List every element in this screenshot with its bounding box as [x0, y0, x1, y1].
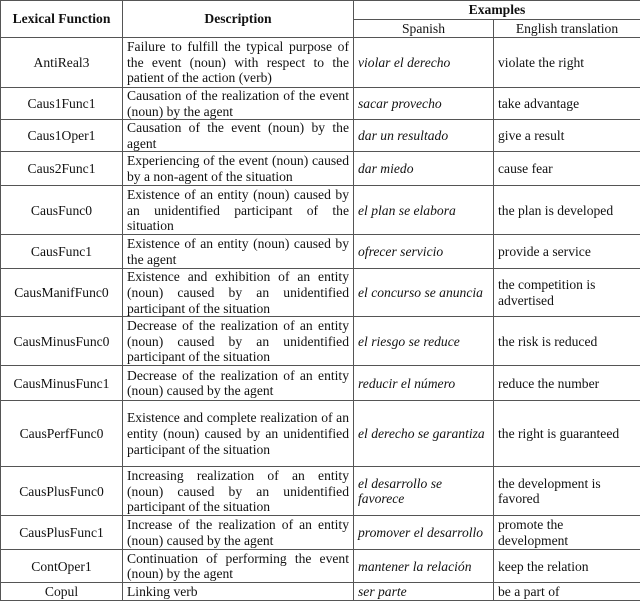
table-row — [1, 186, 640, 235]
lexical-function-cell: CausMinusFunc1 — [1, 366, 123, 401]
table-row — [1, 152, 640, 186]
description-cell: Existence of an entity (noun) caused by the agent — [123, 235, 354, 269]
table-row — [1, 550, 640, 583]
header-spanish: Spanish — [354, 20, 494, 38]
table-row — [1, 467, 640, 516]
spanish-example-cell: el concurso se anuncia — [354, 269, 494, 317]
spanish-example-cell: el riesgo se reduce — [354, 317, 494, 366]
spanish-example-cell: dar miedo — [354, 152, 494, 186]
spanish-example-cell: promover el desarrollo — [354, 516, 494, 550]
description-cell: Continuation of performing the event (noun) by the agent — [123, 550, 354, 583]
english-translation-cell: take advantage — [494, 88, 640, 120]
table-row — [1, 401, 640, 467]
spanish-example-cell: violar el derecho — [354, 38, 494, 88]
english-translation-cell: the competition is advertised — [494, 269, 640, 317]
english-translation-cell: the plan is developed — [494, 186, 640, 235]
lexical-function-cell: CausPerfFunc0 — [1, 401, 123, 467]
description-cell: Causation of the event (noun) by the agent — [123, 120, 354, 152]
lexical-function-cell: Caus2Func1 — [1, 152, 123, 186]
spanish-example-cell: reducir el número — [354, 366, 494, 401]
lexical-function-cell: CausPlusFunc1 — [1, 516, 123, 550]
english-translation-cell: violate the right — [494, 38, 640, 88]
description-cell: Experiencing of the event (noun) caused by a non-agent of the situation — [123, 152, 354, 186]
header-lexical-function: Lexical Function — [1, 1, 123, 38]
lexical-function-cell: ContOper1 — [1, 550, 123, 583]
lexical-function-cell: CausPlusFunc0 — [1, 467, 123, 516]
lexical-function-cell: CausFunc1 — [1, 235, 123, 269]
table-row — [1, 120, 640, 152]
table-row — [1, 269, 640, 317]
description-cell: Causation of the realization of the event (noun) by the agent — [123, 88, 354, 120]
description-cell: Existence and complete realization of an entity (noun) caused by an unidentified participant of the situation — [123, 401, 354, 467]
spanish-example-cell: el derecho se garantiza — [354, 401, 494, 467]
description-cell: Decrease of the realization of an entity (noun) caused by an unidentified participant of the situation — [123, 317, 354, 366]
lexical-function-cell: CausFunc0 — [1, 186, 123, 235]
lexical-function-cell: CausManifFunc0 — [1, 269, 123, 317]
header-english: English translation — [494, 20, 640, 38]
description-cell: Linking verb — [123, 583, 354, 601]
table-row — [1, 235, 640, 269]
spanish-example-cell: sacar provecho — [354, 88, 494, 120]
lexical-function-cell: AntiReal3 — [1, 38, 123, 88]
description-cell: Increase of the realization of an entity (noun) caused by the agent — [123, 516, 354, 550]
table-row — [1, 317, 640, 366]
english-translation-cell: reduce the number — [494, 366, 640, 401]
description-cell: Decrease of the realization of an entity (noun) caused by the agent — [123, 366, 354, 401]
english-translation-cell: give a result — [494, 120, 640, 152]
spanish-example-cell: el plan se elabora — [354, 186, 494, 235]
english-translation-cell: promote the development — [494, 516, 640, 550]
description-cell: Increasing realization of an entity (noun) caused by an unidentified participant of the situation — [123, 467, 354, 516]
description-cell: Existence of an entity (noun) caused by an unidentified participant of the situation — [123, 186, 354, 235]
table-row — [1, 516, 640, 550]
table-row — [1, 88, 640, 120]
lexical-function-cell: Copul — [1, 583, 123, 601]
english-translation-cell: provide a service — [494, 235, 640, 269]
english-translation-cell: be a part of — [494, 583, 640, 601]
lexical-function-cell: Caus1Oper1 — [1, 120, 123, 152]
spanish-example-cell: dar un resultado — [354, 120, 494, 152]
english-translation-cell: the development is favored — [494, 467, 640, 516]
english-translation-cell: the risk is reduced — [494, 317, 640, 366]
description-cell: Failure to fulfill the typical purpose of the event (noun) with respect to the patient of the action (verb) — [123, 38, 354, 88]
english-translation-cell: keep the relation — [494, 550, 640, 583]
header-description: Description — [123, 1, 354, 38]
spanish-example-cell: ser parte — [354, 583, 494, 601]
spanish-example-cell: el desarrollo se favorece — [354, 467, 494, 516]
english-translation-cell: the right is guaranteed — [494, 401, 640, 467]
description-cell: Existence and exhibition of an entity (noun) caused by an unidentified participant of the situation — [123, 269, 354, 317]
english-translation-cell: cause fear — [494, 152, 640, 186]
table-row — [1, 583, 640, 601]
lexical-function-cell: Caus1Func1 — [1, 88, 123, 120]
spanish-example-cell: ofrecer servicio — [354, 235, 494, 269]
table-row — [1, 366, 640, 401]
spanish-example-cell: mantener la relación — [354, 550, 494, 583]
lexical-function-cell: CausMinusFunc0 — [1, 317, 123, 366]
header-examples: Examples — [354, 1, 640, 20]
table-row — [1, 38, 640, 88]
